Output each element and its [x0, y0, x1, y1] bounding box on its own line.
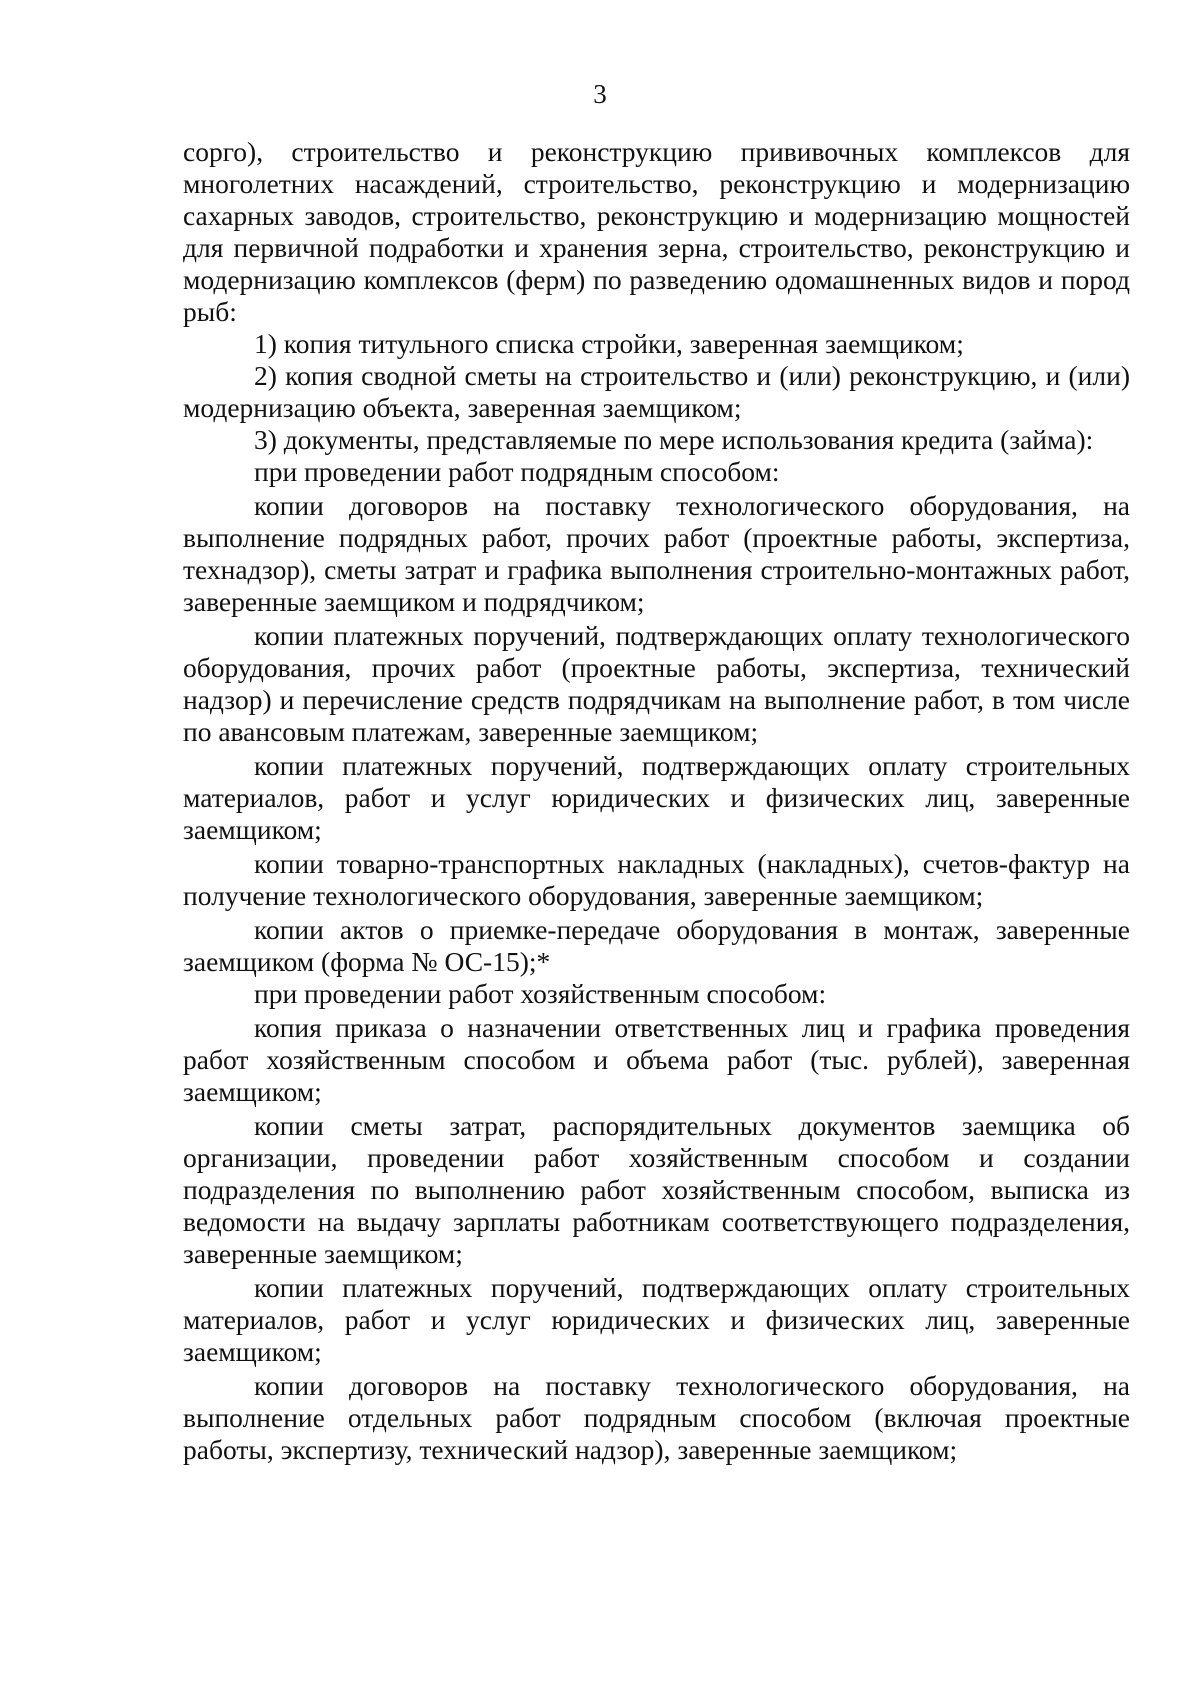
paragraph-payment-orders-materials: копии платежных поручений, подтверждающих оплату строительных материалов, работ и услуг юридических и физических лиц, заверенные заемщиком; [183, 750, 1130, 845]
paragraph-economic-heading: при проведении работ хозяйственным способом: [254, 978, 827, 1009]
paragraph-cost-estimate: копии сметы затрат, распорядительных документов заемщика об организации, проведении работ хозяйственным способом и создании подразделения по выполнению работ хозяйственным способом, выписка из ведомости на выдачу зарплаты работникам соответствующего подразделения, заверенные заемщиком; [183, 1110, 1130, 1269]
paragraph-item-1: 1) копия титульного списка стройки, заверенная заемщиком; [254, 328, 964, 359]
paragraph-payment-orders-materials-2: копии платежных поручений, подтверждающих оплату строительных материалов, работ и услуг юридических и физических лиц, заверенные заемщиком; [183, 1272, 1130, 1367]
paragraph-contracts-2: копии договоров на поставку технологического оборудования, на выполнение отдельных работ подрядным способом (включая проектные работы, экспертизу, технический надзор), заверенные заемщиком; [183, 1370, 1130, 1465]
paragraph-item-3: 3) документы, представляемые по мере использования кредита (займа): [254, 424, 1094, 455]
paragraph-waybills: копии товарно-транспортных накладных (накладных), счетов-фактур на получение технологического оборудования, заверенные заемщиком; [183, 848, 1130, 911]
paragraph-contracts: копии договоров на поставку технологического оборудования, на выполнение подрядных работ, прочих работ (проектные работы, экспертиза, технадзор), сметы затрат и графика выполнения строительно-монтажных работ, заверенные заемщиком и подрядчиком; [183, 490, 1130, 617]
paragraph-item-2: 2) копия сводной сметы на строительство и (или) реконструкцию, и (или) модернизацию объекта, заверенная заемщиком; [183, 360, 1130, 423]
paragraph-acceptance-acts: копии актов о приемке-передаче оборудования в монтаж, заверенные заемщиком (форма № ОС-15);* [183, 914, 1130, 977]
paragraph-payment-orders-equipment: копии платежных поручений, подтверждающих оплату технологического оборудования, прочих работ (проектные работы, экспертиза, технический надзор) и перечисление средств подрядчикам на выполнение работ, в том числе по авансовым платежам, заверенные заемщиком; [183, 620, 1130, 747]
paragraph-order-copy: копия приказа о назначении ответственных лиц и графика проведения работ хозяйственным способом и объема работ (тыс. рублей), заверенная заемщиком; [183, 1012, 1130, 1107]
paragraph-intro: сорго), строительство и реконструкцию прививочных комплексов для многолетних насаждений, строительство, реконструкцию и модернизацию сахарных заводов, строительство, реконструкцию и модернизацию мощностей для первичной подработки и хранения зерна, строительство, реконструкцию и модернизацию комплексов (ферм) по разведению одомашненных видов и пород рыб: [183, 136, 1130, 327]
paragraph-contractor-heading: при проведении работ подрядным способом: [254, 456, 780, 487]
page-number: 3 [593, 79, 607, 109]
document-body [183, 136, 1130, 1466]
